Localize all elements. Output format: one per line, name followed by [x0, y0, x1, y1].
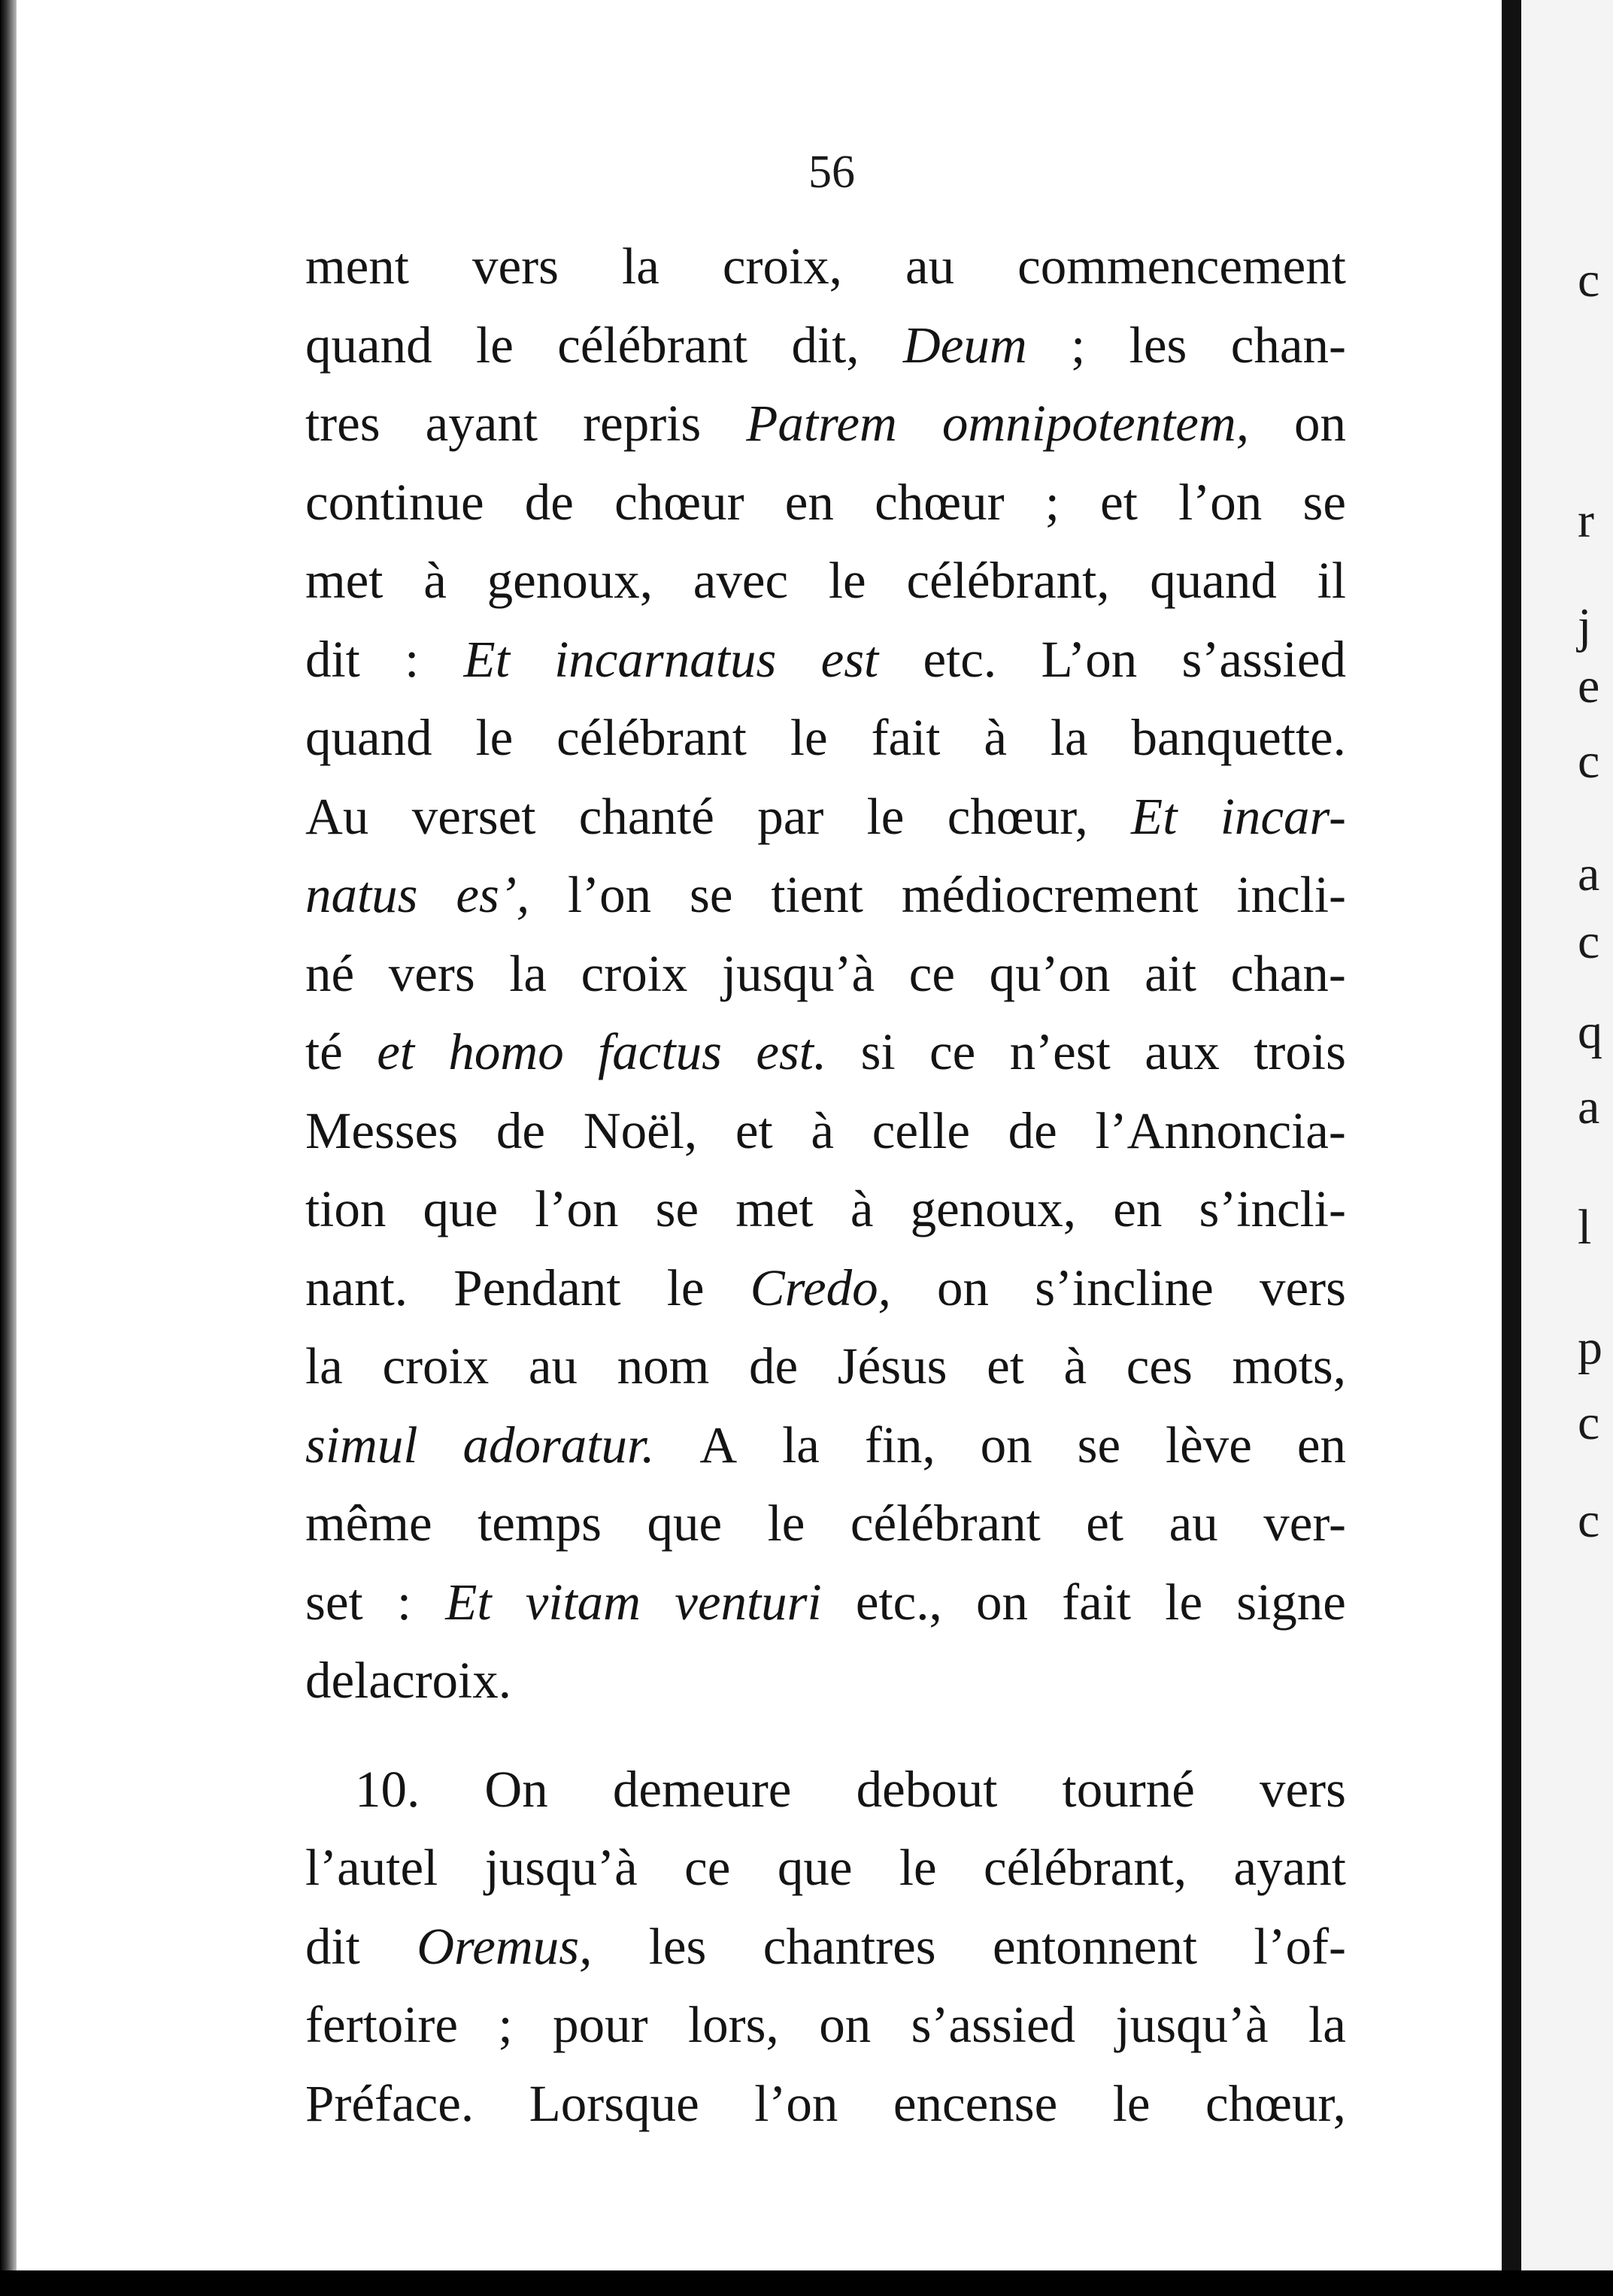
word: ,	[878, 1259, 891, 1316]
facing-page	[1521, 0, 1613, 2296]
word: fertoire	[305, 1996, 459, 2053]
italic-word: est	[820, 630, 879, 688]
word: Au	[305, 787, 369, 845]
word: le	[767, 1495, 805, 1552]
word: entonnent	[992, 1917, 1198, 1975]
word: ait	[1145, 944, 1197, 1002]
word: de	[748, 1337, 799, 1395]
text-line	[305, 1986, 1346, 2064]
word: commencement	[1017, 238, 1346, 295]
word: ce	[908, 944, 955, 1002]
word: verset	[411, 787, 536, 845]
word: le	[1112, 2074, 1151, 2132]
facing-page-letter: c	[1578, 734, 1600, 789]
word: jusqu’à	[1115, 1996, 1269, 2053]
word: le	[666, 1259, 705, 1316]
word: se	[689, 866, 733, 923]
word: :	[405, 630, 420, 688]
word: de	[524, 473, 574, 531]
word: fait	[871, 709, 941, 766]
italic-word: Deum	[902, 316, 1027, 374]
word: croix,	[722, 238, 842, 295]
word: chanté	[578, 787, 714, 845]
word: le	[790, 709, 828, 766]
word: té	[305, 1023, 343, 1080]
word: à	[850, 1180, 874, 1237]
text-line	[305, 384, 1346, 463]
word: en	[1296, 1416, 1346, 1474]
text-line	[305, 227, 1346, 306]
word: incli-	[1236, 866, 1346, 923]
word: nom	[617, 1337, 710, 1395]
word: temps	[478, 1495, 602, 1552]
word: il	[1317, 552, 1346, 609]
word: la	[622, 238, 659, 295]
page-left-edge	[0, 0, 17, 2296]
word: ver-	[1263, 1495, 1346, 1552]
word: croix	[581, 944, 688, 1002]
word: chœur,	[947, 787, 1088, 845]
page-number: 56	[808, 147, 855, 198]
italic-word: adoratur.	[462, 1416, 655, 1474]
word: s’incline	[1035, 1259, 1214, 1316]
word: ;	[1071, 316, 1086, 374]
facing-page-letter: c	[1578, 914, 1600, 969]
word: la	[1050, 709, 1088, 766]
word: célébrant,	[906, 552, 1110, 609]
word: les	[1129, 316, 1187, 374]
word: croix	[382, 1337, 490, 1395]
word: dit,	[791, 316, 860, 374]
word: de	[305, 1652, 355, 1709]
word: en	[1113, 1180, 1163, 1237]
text-line	[305, 1092, 1346, 1171]
word: se	[1077, 1416, 1121, 1474]
word: aux	[1145, 1023, 1220, 1080]
facing-page-letter: q	[1578, 1004, 1602, 1059]
word: chan-	[1230, 316, 1346, 374]
word: même	[305, 1495, 432, 1552]
word: le	[899, 1839, 937, 1896]
text-line	[305, 698, 1346, 777]
facing-page-letter: l	[1578, 1200, 1592, 1255]
italic-word: Et	[1131, 787, 1178, 845]
word: ayant	[1233, 1839, 1346, 1896]
text-line	[305, 777, 1346, 856]
word: si	[860, 1023, 896, 1080]
word: ment	[305, 238, 409, 295]
text-line	[305, 1249, 1346, 1328]
facing-page-letter: a	[1578, 1080, 1600, 1134]
word: célébrant	[556, 709, 747, 766]
italic-word: Oremus,	[417, 1917, 593, 1975]
text-line	[305, 1170, 1346, 1249]
word: celle	[872, 1101, 970, 1159]
italic-word: incar-	[1220, 787, 1346, 845]
word: célébrant,	[984, 1839, 1187, 1896]
italic-word: incarnatus	[554, 630, 777, 688]
text-line	[305, 1484, 1346, 1563]
book-gutter	[1502, 0, 1521, 2296]
word: on	[1294, 395, 1346, 452]
word: .	[641, 1416, 655, 1474]
word: met	[735, 1180, 814, 1237]
italic-word: simul	[305, 1416, 418, 1474]
text-line	[305, 1828, 1346, 1907]
word: jusqu’à	[484, 1839, 638, 1896]
word: ayant	[425, 395, 538, 452]
word: médiocrement	[901, 866, 1199, 923]
italic-word: est.	[756, 1023, 827, 1080]
word: célébrant	[850, 1495, 1041, 1552]
word: chan-	[1230, 944, 1346, 1002]
word: chœur,	[1205, 2074, 1346, 2132]
word: vers	[1259, 1259, 1346, 1316]
word: dit	[305, 630, 360, 688]
word: à	[811, 1101, 835, 1159]
word: nant.	[305, 1259, 408, 1316]
word: croix.	[391, 1652, 511, 1709]
word: etc.	[923, 630, 997, 688]
word: la	[509, 944, 547, 1002]
word: n’est	[1009, 1023, 1111, 1080]
word: Préface.	[305, 2074, 475, 2132]
word: célébrant	[557, 316, 748, 374]
word: on	[975, 1573, 1028, 1631]
word: au	[905, 238, 955, 295]
text-line	[305, 620, 1346, 699]
text-line	[305, 1013, 1346, 1092]
word: lève	[1166, 1416, 1252, 1474]
word: genoux,	[910, 1180, 1077, 1237]
text-line	[305, 856, 1346, 934]
word: l’autel	[305, 1839, 438, 1896]
facing-page-letter: a	[1578, 847, 1600, 901]
word: en	[784, 473, 834, 531]
word: par	[757, 787, 824, 845]
word: dit	[305, 1917, 360, 1975]
word: L’on	[1041, 630, 1138, 688]
word: chœur	[875, 473, 1005, 531]
word: quand	[305, 709, 432, 766]
word: et	[1086, 1495, 1124, 1552]
word: que	[647, 1495, 723, 1552]
word: s’assied	[1181, 630, 1346, 688]
italic-word: Et	[463, 630, 510, 688]
word: et	[987, 1337, 1024, 1395]
word: ces	[1126, 1337, 1193, 1395]
word: jusqu’à	[722, 944, 875, 1002]
facing-page-letter: c	[1578, 253, 1600, 307]
word: on	[937, 1259, 990, 1316]
facing-page-letter: r	[1578, 493, 1594, 548]
word: quand	[1150, 552, 1277, 609]
word: encense	[893, 2074, 1058, 2132]
word: le	[1165, 1573, 1203, 1631]
word: se	[1302, 473, 1346, 531]
word: signe	[1236, 1573, 1346, 1631]
word: lors,	[688, 1996, 779, 2053]
word: continue	[305, 473, 484, 531]
facing-page-letter: j	[1578, 598, 1592, 653]
word: banquette.	[1131, 709, 1346, 766]
word: le	[476, 316, 514, 374]
word: A	[699, 1416, 738, 1474]
word: s’assied	[911, 1996, 1076, 2053]
italic-word: natus	[305, 866, 418, 923]
word: Lorsque	[529, 2074, 699, 2132]
word: vers	[472, 238, 559, 295]
word: la	[354, 1652, 392, 1709]
facing-page-letter: c	[1578, 1395, 1600, 1450]
word: repris	[583, 395, 702, 452]
word: le	[475, 709, 514, 766]
word: la	[305, 1337, 343, 1395]
word: on	[819, 1996, 872, 2053]
word: ;	[498, 1996, 513, 2053]
text-line	[305, 463, 1346, 542]
word: trois	[1254, 1023, 1346, 1080]
word: de	[1008, 1101, 1057, 1159]
text-line	[305, 1641, 1346, 1720]
word: que	[777, 1839, 853, 1896]
word: au	[1169, 1495, 1218, 1552]
word: l’on	[567, 866, 652, 923]
italic-word: homo	[448, 1023, 564, 1080]
paragraph-gap	[305, 1720, 1346, 1750]
word: né	[305, 944, 355, 1002]
word: ;	[1045, 473, 1060, 531]
word: ,	[579, 1917, 593, 1975]
word: les	[648, 1917, 707, 1975]
italic-word: venturi	[675, 1573, 822, 1631]
word: la	[782, 1416, 820, 1474]
word: l’of-	[1254, 1917, 1346, 1975]
word: vers	[1259, 1760, 1346, 1818]
word: la	[1308, 1996, 1346, 2053]
text-line	[305, 1563, 1346, 1642]
text-line	[305, 2064, 1346, 2143]
word: tient	[771, 866, 863, 923]
text-line	[305, 541, 1346, 620]
facing-page-letter: e	[1578, 659, 1600, 713]
word: tres	[305, 395, 381, 452]
text-line	[305, 1750, 1346, 1829]
text-line	[305, 1327, 1346, 1406]
italic-word: es’,	[456, 866, 530, 923]
word: que	[423, 1180, 499, 1237]
word: Noël,	[583, 1101, 698, 1159]
text-line	[305, 934, 1346, 1013]
word: 10.	[355, 1760, 420, 1818]
word: et	[735, 1101, 773, 1159]
word: demeure	[612, 1760, 792, 1818]
word: se	[655, 1180, 699, 1237]
word: fin,	[864, 1416, 935, 1474]
word: l’on	[535, 1180, 619, 1237]
text-line	[305, 1907, 1346, 1986]
word: Messes	[305, 1101, 459, 1159]
word: On	[484, 1760, 548, 1818]
italic-word: omnipotentem,	[941, 395, 1249, 452]
word: ,	[1236, 395, 1249, 452]
word: le	[828, 552, 866, 609]
word: pour	[553, 1996, 648, 2053]
word: quand	[305, 316, 432, 374]
word: l’Annoncia-	[1095, 1101, 1346, 1159]
word: chantres	[763, 1917, 936, 1975]
word: à	[1063, 1337, 1087, 1395]
word: à	[984, 709, 1007, 766]
facing-page-letter: c	[1578, 1493, 1600, 1548]
word: qu’on	[989, 944, 1111, 1002]
word: au	[528, 1337, 578, 1395]
word: met	[305, 552, 384, 609]
word: ce	[929, 1023, 976, 1080]
italic-word: Et	[445, 1573, 492, 1631]
text-line	[305, 306, 1346, 385]
body-text	[305, 227, 1346, 2143]
word: et	[1100, 473, 1138, 531]
word: on	[980, 1416, 1032, 1474]
page-bottom-edge	[0, 2270, 1613, 2296]
text-line	[305, 1406, 1346, 1485]
word: ’,	[499, 866, 530, 923]
italic-word: factus	[598, 1023, 722, 1080]
word: de	[496, 1101, 546, 1159]
word: à	[423, 552, 447, 609]
word: le	[866, 787, 905, 845]
word: etc.,	[855, 1573, 942, 1631]
word: chœur	[614, 473, 744, 531]
word: s’incli-	[1199, 1180, 1346, 1237]
word: l’on	[1178, 473, 1263, 531]
word: :	[396, 1573, 412, 1631]
word: ce	[684, 1839, 731, 1896]
italic-word: vitam	[525, 1573, 641, 1631]
word: fait	[1062, 1573, 1132, 1631]
word: mots,	[1232, 1337, 1346, 1395]
word: l’on	[754, 2074, 838, 2132]
facing-page-letter: p	[1578, 1320, 1602, 1375]
word: vers	[388, 944, 475, 1002]
italic-word: Credo,	[750, 1259, 891, 1316]
italic-word: et	[377, 1023, 414, 1080]
word: Pendant	[453, 1259, 621, 1316]
word: tion	[305, 1180, 387, 1237]
word: avec	[693, 552, 789, 609]
word: .	[813, 1023, 827, 1080]
word: Jésus	[837, 1337, 947, 1395]
italic-word: Patrem	[746, 395, 897, 452]
word: genoux,	[487, 552, 653, 609]
word: tourné	[1062, 1760, 1195, 1818]
word: set	[305, 1573, 363, 1631]
word: debout	[856, 1760, 998, 1818]
